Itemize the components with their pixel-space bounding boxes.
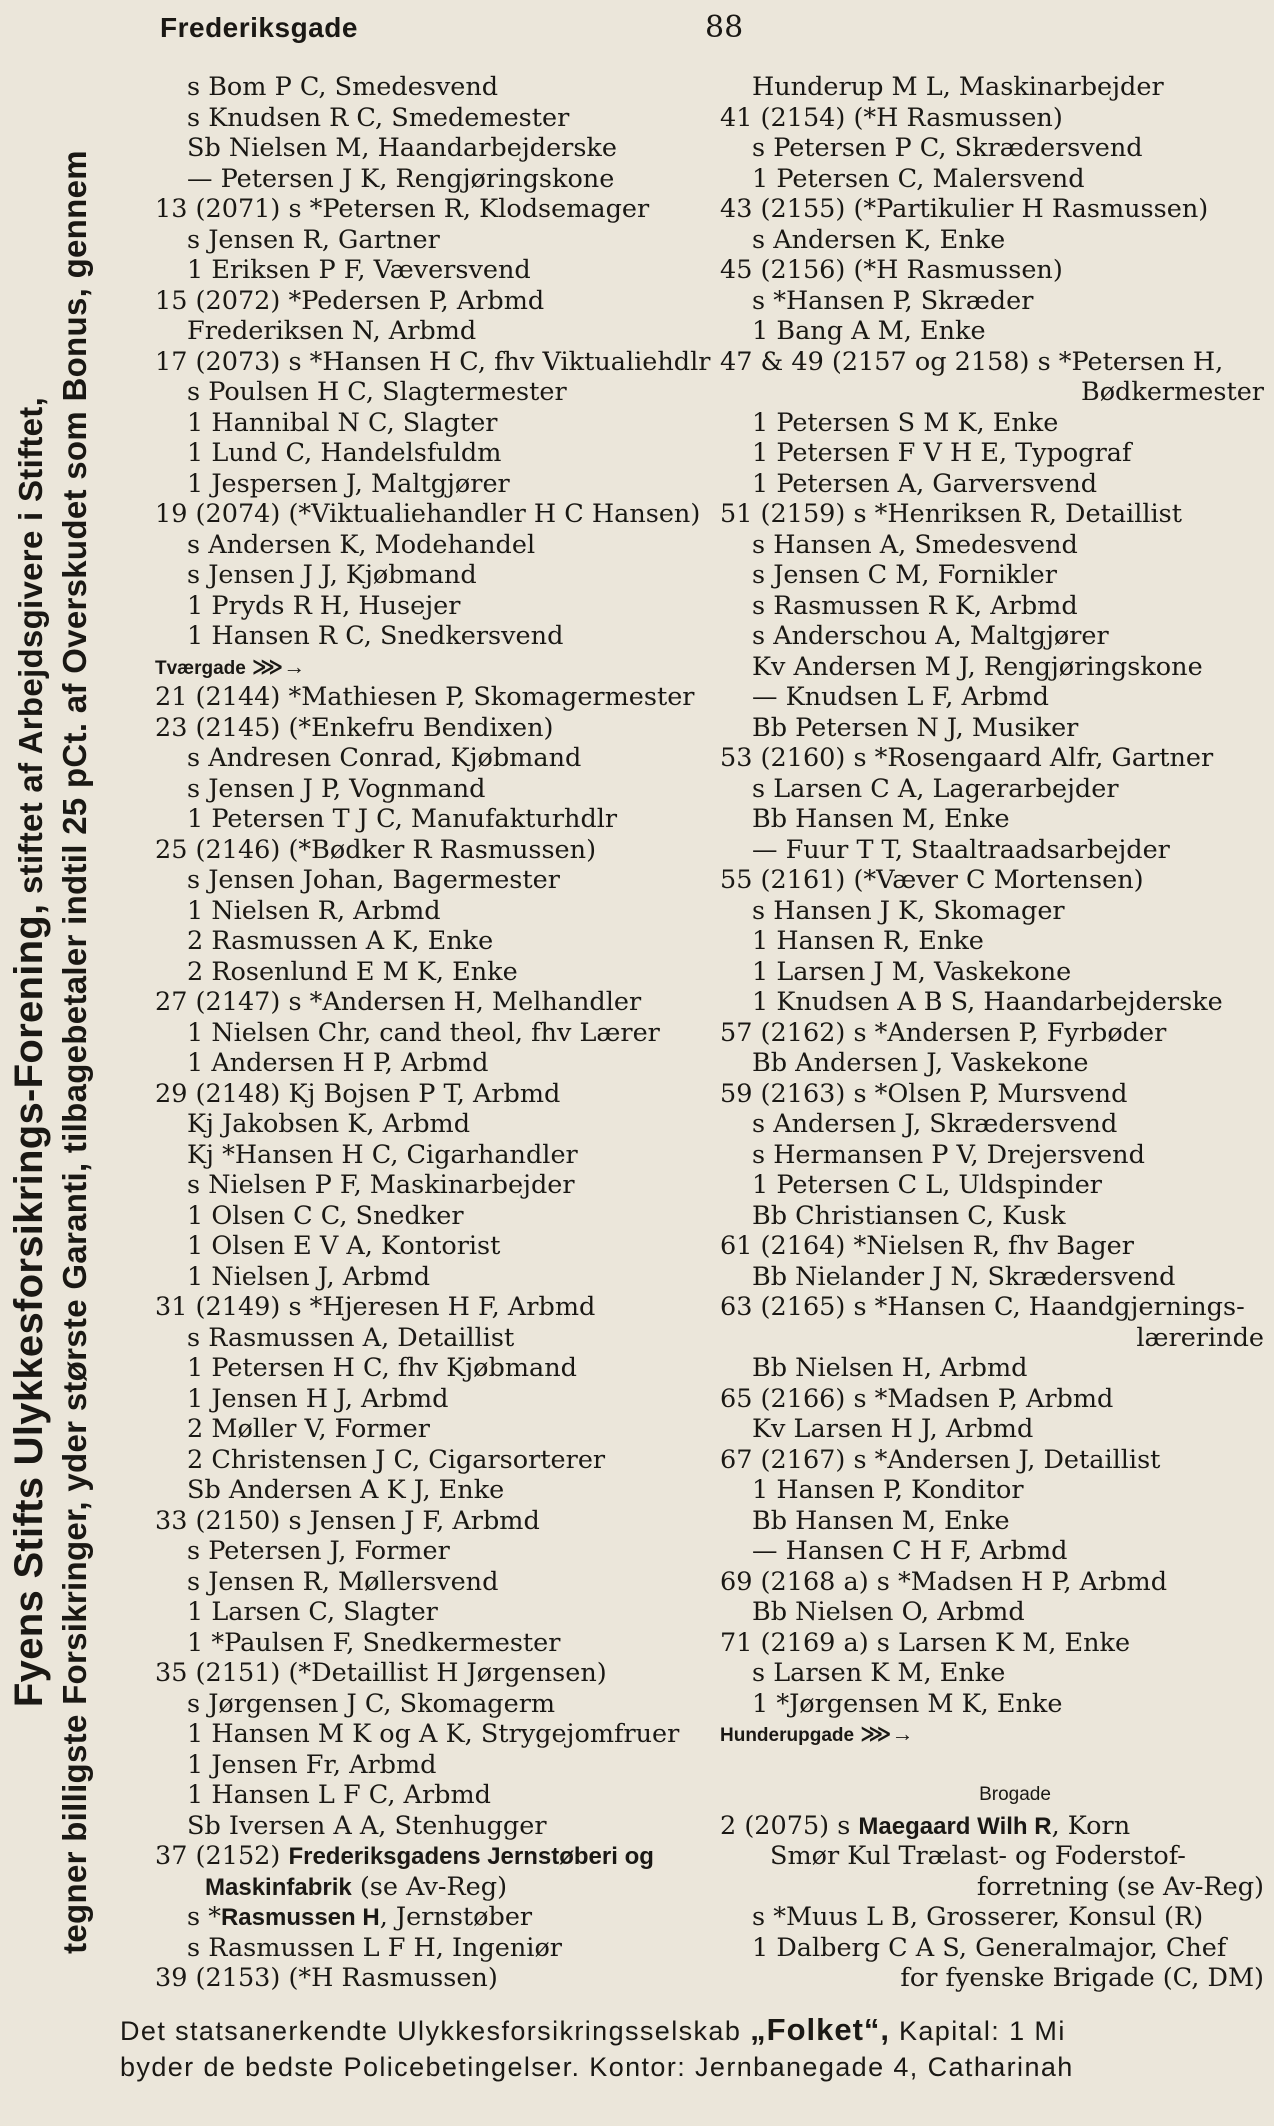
- directory-entry: 1 Hannibal N C, Slagter: [187, 407, 498, 438]
- directory-entry: s Jørgensen J C, Skomagerm: [187, 1688, 556, 1719]
- directory-entry: 2 Møller V, Former: [187, 1414, 430, 1444]
- directory-entry: Sb Nielsen M, Haandarbejderske: [187, 133, 617, 163]
- directory-entry: 1 Petersen H C, fhv Kjøbmand: [187, 1353, 577, 1383]
- directory-entry: 1 Nielsen Chr, cand theol, fhv Lærer: [187, 1017, 660, 1048]
- vertical-ad-line-1: [6, 112, 52, 1992]
- directory-entry: s Jensen C M, Fornikler: [752, 560, 1057, 590]
- directory-entry: 23 (2145) (*Enkefru Bendixen): [155, 712, 554, 743]
- directory-entry: 57 (2162) s *Andersen P, Fyrbøder: [720, 1017, 1167, 1048]
- directory-entry: 35 (2151) (*Detaillist H Jørgensen): [155, 1658, 607, 1688]
- directory-entry: 67 (2167) s *Andersen J, Detaillist: [720, 1444, 1161, 1475]
- directory-entry: 1 Larsen C, Slagter: [187, 1597, 438, 1627]
- directory-entry: [720, 1811, 1270, 1842]
- directory-entry: s Petersen J, Former: [187, 1536, 450, 1566]
- directory-entry: 1 Petersen A, Garversvend: [752, 468, 1098, 499]
- directory-entry: 1 Olsen E V A, Kontorist: [187, 1231, 501, 1261]
- street-subheading: Brogade: [979, 1784, 1051, 1805]
- directory-entry: s Andersen K, Enke: [752, 224, 1006, 255]
- directory-entry: 1 Dalberg C A S, Generalmajor, Chef: [752, 1932, 1227, 1963]
- directory-entry: 1 *Jørgensen M K, Enke: [752, 1688, 1063, 1719]
- directory-entry: s Jensen J J, Kjøbmand: [187, 560, 477, 590]
- directory-entry: 1 Petersen F V H E, Typograf: [752, 438, 1132, 468]
- directory-entry: 1 Nielsen J, Arbmd: [187, 1261, 431, 1292]
- directory-entry: — Knudsen L F, Arbmd: [752, 682, 1049, 712]
- right-column: [720, 72, 1270, 1993]
- directory-entry: 2 Rasmussen A K, Enke: [187, 926, 494, 956]
- directory-entry: 17 (2073) s *Hansen H C, fhv Viktualiehdlr: [155, 346, 711, 377]
- entry-business-name: Frederiksgadens Jernstøberi og: [288, 1843, 654, 1870]
- directory-entry: s Andersen J, Skrædersvend: [752, 1109, 1118, 1139]
- directory-entry: s Andresen Conrad, Kjøbmand: [187, 743, 582, 773]
- directory-entry: 13 (2071) s *Petersen R, Klodsemager: [155, 194, 650, 224]
- directory-entry: 59 (2163) s *Olsen P, Mursvend: [720, 1078, 1128, 1109]
- directory-entry: s Andersen K, Modehandel: [187, 529, 536, 560]
- directory-entry: s Nielsen P F, Maskinarbejder: [187, 1170, 575, 1200]
- directory-entry: s *Hansen P, Skræder: [752, 285, 1034, 316]
- directory-entry: Hunderup M L, Maskinarbejder: [752, 72, 1164, 102]
- directory-entry: Smør Kul Trælast- og Foderstof-: [770, 1841, 1186, 1871]
- directory-entry: 1 Bang A M, Enke: [752, 316, 986, 346]
- directory-entry: [155, 1872, 703, 1903]
- left-column: [155, 72, 711, 1993]
- directory-entry: Bb Hansen M, Enke: [752, 804, 1010, 834]
- directory-entry: Bb Nielander J N, Skrædersvend: [752, 1261, 1176, 1292]
- directory-entry: 1 Larsen J M, Vaskekone: [752, 956, 1072, 987]
- directory-entry: Sb Iversen A A, Stenhugger: [187, 1810, 547, 1841]
- directory-entry: 33 (2150) s Jensen J F, Arbmd: [155, 1505, 540, 1536]
- entry-occupation: , Korn: [1051, 1810, 1131, 1841]
- directory-entry: s Larsen K M, Enke: [752, 1658, 1006, 1688]
- vertical-ad-founded: stiftet af Arbejdsgivere i Stiftet,: [12, 396, 49, 904]
- entry-note: (se Av-Reg): [351, 1871, 508, 1902]
- directory-entry: Kv Larsen H J, Arbmd: [752, 1414, 1034, 1444]
- directory-entry: s Poulsen H C, Slagtermester: [187, 377, 567, 407]
- directory-entry: 29 (2148) Kj Bojsen P T, Arbmd: [155, 1078, 561, 1109]
- directory-entry: 53 (2160) s *Rosengaard Alfr, Gartner: [720, 743, 1214, 773]
- directory-entry: s Rasmussen R K, Arbmd: [752, 590, 1078, 621]
- vertical-advertisement: [6, 112, 146, 1992]
- directory-entry: s Knudsen R C, Smedemester: [187, 102, 570, 133]
- entry-number: 37 (2152): [155, 1841, 289, 1871]
- directory-entry: 55 (2161) (*Væver C Mortensen): [720, 865, 1144, 895]
- footer-ad-capital: Kapital: 1 Mi: [890, 2016, 1066, 2046]
- footer-ad-line-1: [120, 2012, 1274, 2048]
- directory-entry: 1 Eriksen P F, Væversvend: [187, 255, 531, 285]
- directory-entry: 1 Lund C, Handelsfuldm: [187, 438, 502, 468]
- directory-entry: 1 Nielsen R, Arbmd: [187, 895, 441, 926]
- directory-entry: 27 (2147) s *Andersen H, Melhandler: [155, 987, 642, 1017]
- directory-entry: 1 Hansen P, Konditor: [752, 1475, 1024, 1505]
- entry-name: Rasmussen H: [220, 1904, 380, 1931]
- directory-entry: Bb Christiansen C, Kusk: [752, 1200, 1066, 1231]
- footer-ad-line-2: byder de bedste Policebetingelser. Kontor: Jernbanegade 4, Catharinah: [120, 2052, 1074, 2082]
- directory-entry: 43 (2155) (*Partikulier H Rasmussen): [720, 194, 1209, 224]
- directory-entry: Sb Andersen A K J, Enke: [187, 1475, 505, 1505]
- directory-entry: 1 Knudsen A B S, Haandarbejderske: [752, 987, 1223, 1017]
- directory-entry: Bb Hansen M, Enke: [752, 1505, 1010, 1536]
- footer-ad-company: „Folket“,: [750, 2012, 891, 2047]
- directory-entry: s Rasmussen A, Detaillist: [187, 1322, 515, 1353]
- directory-entry: 69 (2168 a) s *Madsen H P, Arbmd: [720, 1566, 1168, 1597]
- directory-entry: 15 (2072) *Pedersen P, Arbmd: [155, 285, 545, 316]
- directory-entry: — Hansen C H F, Arbmd: [752, 1536, 1068, 1566]
- directory-entry: 39 (2153) (*H Rasmussen): [155, 1963, 498, 1993]
- entry-business-name: Maskinfabrik: [205, 1873, 352, 1901]
- directory-entry: Bb Andersen J, Vaskekone: [752, 1048, 1089, 1078]
- directory-entry: s Anderschou A, Maltgjører: [752, 621, 1109, 651]
- directory-entry: lærerinde: [1136, 1322, 1264, 1353]
- directory-entry: Bb Nielsen H, Arbmd: [752, 1353, 1028, 1383]
- directory-entry: 51 (2159) s *Henriksen R, Detaillist: [720, 499, 1183, 529]
- directory-entry: 1 Petersen T J C, Manufakturhdlr: [187, 804, 618, 834]
- directory-entry: 1 Hansen R, Enke: [752, 926, 984, 956]
- directory-entry: 65 (2166) s *Madsen P, Arbmd: [720, 1383, 1114, 1414]
- directory-entry: s Hermansen P V, Drejersvend: [752, 1139, 1145, 1170]
- directory-entry: Bb Petersen N J, Musiker: [752, 712, 1079, 743]
- directory-entry: 1 Andersen H P, Arbmd: [187, 1048, 489, 1078]
- directory-entry: s Hansen A, Smedesvend: [752, 529, 1078, 560]
- directory-entry: 1 Jespersen J, Maltgjører: [187, 468, 510, 499]
- footer-ad-intro: Det statsanerkendte Ulykkesforsikringsselskab: [120, 2016, 751, 2046]
- cross-reference: [720, 1719, 1270, 1750]
- directory-entry: 21 (2144) *Mathiesen P, Skomagermester: [155, 682, 695, 712]
- street-header: Frederiksgade: [160, 12, 358, 43]
- directory-entry: 1 Jensen H J, Arbmd: [187, 1383, 449, 1414]
- spacer: [720, 1750, 1270, 1781]
- directory-entry: — Fuur T T, Staaltraadsarbejder: [752, 834, 1170, 865]
- directory-entry: Kv Andersen M J, Rengjøringskone: [752, 651, 1203, 682]
- arrow-icon: ⋙→: [245, 653, 306, 679]
- directory-entry: s Larsen C A, Lagerarbejder: [752, 773, 1119, 804]
- directory-entry: s Jensen R, Møllersvend: [187, 1566, 499, 1597]
- directory-entry: s *Muus L B, Grosserer, Konsul (R): [752, 1902, 1204, 1932]
- directory-entry: 1 Hansen R C, Snedkersvend: [187, 621, 564, 651]
- entry-number: 2 (2075) s: [720, 1810, 859, 1841]
- directory-entry: Frederiksen N, Arbmd: [187, 316, 477, 346]
- directory-entry: 71 (2169 a) s Larsen K M, Enke: [720, 1627, 1131, 1658]
- page-number: 88: [705, 10, 744, 45]
- vertical-ad-line-2: tegner billigste Forsikringer, yder største Garanti, tilbagebetaler indtil 25 pCt. af Overskudet som Bonus, gennem: [56, 150, 93, 1954]
- directory-entry: 1 Pryds R H, Husejer: [187, 590, 461, 621]
- directory-entry: — Petersen J K, Rengjøringskone: [187, 163, 615, 194]
- directory-entry: Kj *Hansen H C, Cigarhandler: [187, 1139, 578, 1170]
- directory-entry: 2 Christensen J C, Cigarsorterer: [187, 1444, 606, 1475]
- directory-entry: s Hansen J K, Skomager: [752, 895, 1065, 926]
- directory-entry: 41 (2154) (*H Rasmussen): [720, 102, 1063, 133]
- directory-entry: 1 Olsen C C, Snedker: [187, 1200, 464, 1231]
- entry-occupation: , Jernstøber: [379, 1902, 533, 1932]
- directory-entry: 19 (2074) (*Viktualiehandler H C Hansen): [155, 499, 701, 529]
- directory-entry: forretning (se Av-Reg): [976, 1871, 1264, 1902]
- directory-entry: 45 (2156) (*H Rasmussen): [720, 255, 1063, 285]
- directory-entry: Bb Nielsen O, Arbmd: [752, 1597, 1025, 1627]
- directory-entry: 61 (2164) *Nielsen R, fhv Bager: [720, 1231, 1134, 1261]
- directory-entry: Kj Jakobsen K, Arbmd: [187, 1109, 471, 1139]
- cross-reference-street: Tværgade: [155, 657, 246, 679]
- entry-business-name: Maegaard Wilh R: [858, 1812, 1052, 1840]
- directory-entry: s Petersen P C, Skrædersvend: [752, 133, 1143, 163]
- directory-entry: 1 Petersen S M K, Enke: [752, 407, 1059, 438]
- directory-entry: [155, 1841, 703, 1872]
- cross-reference: [155, 652, 703, 683]
- directory-entry: for fyenske Brigade (C, DM): [900, 1963, 1264, 1993]
- directory-entry: 31 (2149) s *Hjeresen H F, Arbmd: [155, 1292, 596, 1322]
- directory-entry: s Rasmussen L F H, Ingeniør: [187, 1932, 562, 1963]
- directory-entry: s Jensen R, Gartner: [187, 224, 440, 255]
- directory-entry: 1 *Paulsen F, Snedkermester: [187, 1627, 561, 1658]
- directory-entry: 47 & 49 (2157 og 2158) s *Petersen H,: [720, 346, 1224, 377]
- directory-entry: s Bom P C, Smedesvend: [187, 72, 499, 102]
- directory-entry: 1 Petersen C, Malersvend: [752, 163, 1085, 194]
- arrow-icon: ⋙→: [854, 1721, 914, 1746]
- directory-entry: 25 (2146) (*Bødker R Rasmussen): [155, 834, 597, 865]
- directory-entry: [155, 1902, 703, 1933]
- directory-entry: s Jensen J P, Vognmand: [187, 773, 486, 804]
- directory-entry: 63 (2165) s *Hansen C, Haandgjernings-: [720, 1292, 1245, 1322]
- directory-entry: 2 Rosenlund E M K, Enke: [187, 956, 518, 987]
- directory-entry: Bødkermester: [1080, 377, 1264, 407]
- directory-entry: 1 Petersen C L, Uldspinder: [752, 1170, 1102, 1200]
- vertical-ad-company: Fyens Stifts Ulykkesforsikrings-Forening,: [7, 903, 51, 1708]
- entry-prefix: s *: [187, 1902, 221, 1932]
- directory-entry: 1 Hansen L F C, Arbmd: [187, 1780, 491, 1810]
- cross-reference-street: Hunderupgade: [720, 1725, 855, 1746]
- directory-entry: s Jensen Johan, Bagermester: [187, 865, 560, 895]
- directory-entry: 1 Hansen M K og A K, Strygejomfruer: [187, 1719, 680, 1749]
- directory-entry: 1 Jensen Fr, Arbmd: [187, 1749, 437, 1780]
